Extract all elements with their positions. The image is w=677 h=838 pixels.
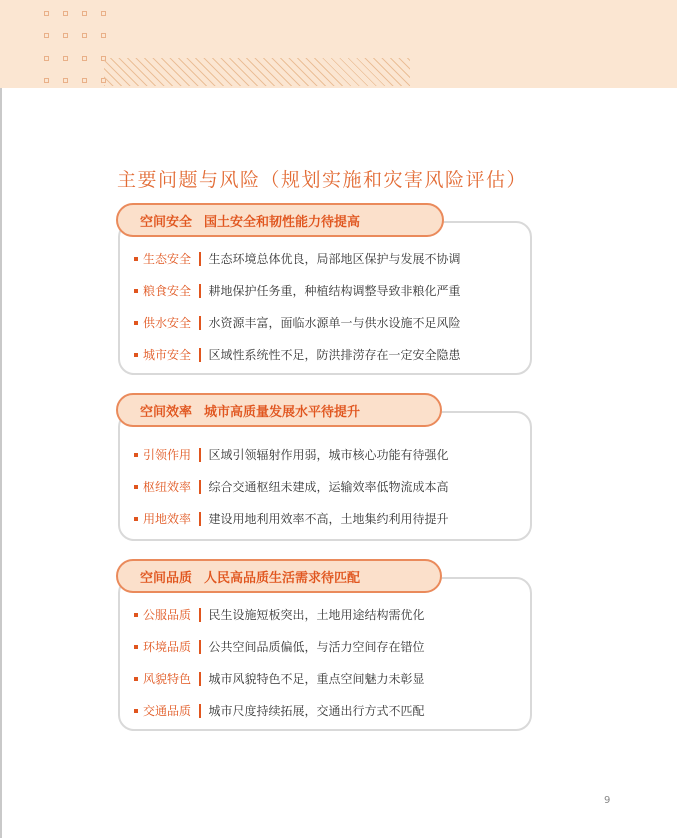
item-label: 交通品质 — [143, 704, 192, 718]
item-label: 粮食安全 — [143, 284, 192, 298]
square-bullet-icon — [134, 517, 138, 521]
square-icon — [63, 56, 68, 61]
list-item — [134, 479, 449, 495]
item-label: 枢纽效率 — [143, 480, 192, 494]
item-desc: 公共空间品质偏低，与活力空间存在错位 — [208, 640, 425, 654]
divider — [199, 348, 201, 362]
pill-subtitle: 人民高品质生活需求待匹配 — [204, 570, 361, 586]
divider — [199, 284, 201, 298]
pill-label: 空间品质 — [140, 570, 193, 586]
item-label: 生态安全 — [143, 252, 192, 266]
item-label: 用地效率 — [143, 512, 192, 526]
square-bullet-icon — [134, 645, 138, 649]
divider — [199, 448, 201, 462]
item-desc: 耕地保护任务重，种植结构调整导致非粮化严重 — [208, 284, 461, 298]
divider — [199, 672, 201, 686]
item-desc: 建设用地利用效率不高，土地集约利用待提升 — [208, 512, 449, 526]
square-bullet-icon — [134, 289, 138, 293]
list-item — [134, 347, 461, 363]
divider — [199, 480, 201, 494]
square-icon — [63, 78, 68, 83]
square-icon — [101, 11, 106, 16]
square-icon — [44, 33, 49, 38]
square-icon — [82, 56, 87, 61]
item-desc: 城市尺度持续拓展，交通出行方式不匹配 — [208, 704, 425, 718]
list-item — [134, 511, 449, 527]
square-bullet-icon — [134, 677, 138, 681]
divider — [199, 512, 201, 526]
section-pill-safety — [116, 203, 444, 237]
item-desc: 区域引领辐射作用弱，城市核心功能有待强化 — [208, 448, 449, 462]
divider — [199, 640, 201, 654]
item-label: 风貌特色 — [143, 672, 192, 686]
square-bullet-icon — [134, 321, 138, 325]
square-bullet-icon — [134, 353, 138, 357]
square-icon — [63, 11, 68, 16]
divider — [199, 704, 201, 718]
list-item — [134, 447, 449, 463]
pill-label: 空间效率 — [140, 404, 193, 420]
page-number: 9 — [604, 795, 611, 806]
item-desc: 综合交通枢纽未建成，运输效率低物流成本高 — [208, 480, 449, 494]
item-label: 公服品质 — [143, 608, 192, 622]
list-item — [134, 315, 461, 331]
square-bullet-icon — [134, 485, 138, 489]
item-label: 供水安全 — [143, 316, 192, 330]
list-item — [134, 251, 461, 267]
item-desc: 城市风貌特色不足，重点空间魅力未彰显 — [208, 672, 425, 686]
section-pill-quality — [116, 559, 442, 593]
item-desc: 水资源丰富，面临水源单一与供水设施不足风险 — [208, 316, 461, 330]
square-icon — [82, 11, 87, 16]
page-title: 主要问题与风险（规划实施和灾害风险评估） — [117, 169, 528, 191]
divider — [199, 316, 201, 330]
square-icon — [82, 78, 87, 83]
pill-subtitle: 国土安全和韧性能力待提高 — [204, 214, 361, 230]
square-bullet-icon — [134, 613, 138, 617]
square-icon — [44, 78, 49, 83]
square-icon — [44, 11, 49, 16]
list-item — [134, 639, 425, 655]
item-desc: 民生设施短板突出，土地用途结构需优化 — [208, 608, 425, 622]
header-decoration-band — [0, 0, 677, 88]
page-left-edge — [0, 0, 2, 838]
section-pill-efficiency — [116, 393, 442, 427]
list-item — [134, 283, 461, 299]
list-item — [134, 703, 425, 719]
divider — [199, 252, 201, 266]
square-icon — [101, 33, 106, 38]
square-icon — [44, 56, 49, 61]
pill-label: 空间安全 — [140, 214, 193, 230]
square-icon — [63, 33, 68, 38]
divider — [199, 608, 201, 622]
item-desc: 区域性系统性不足，防洪排涝存在一定安全隐患 — [208, 348, 461, 362]
pill-subtitle: 城市高质量发展水平待提升 — [204, 404, 361, 420]
list-item — [134, 607, 425, 623]
square-bullet-icon — [134, 709, 138, 713]
square-bullet-icon — [134, 453, 138, 457]
square-icon — [82, 33, 87, 38]
item-label: 城市安全 — [143, 348, 192, 362]
item-label: 引领作用 — [143, 448, 192, 462]
item-label: 环境品质 — [143, 640, 192, 654]
list-item — [134, 671, 425, 687]
item-desc: 生态环境总体优良，局部地区保护与发展不协调 — [208, 252, 461, 266]
square-bullet-icon — [134, 257, 138, 261]
diagonal-hatch-pattern — [104, 58, 410, 86]
